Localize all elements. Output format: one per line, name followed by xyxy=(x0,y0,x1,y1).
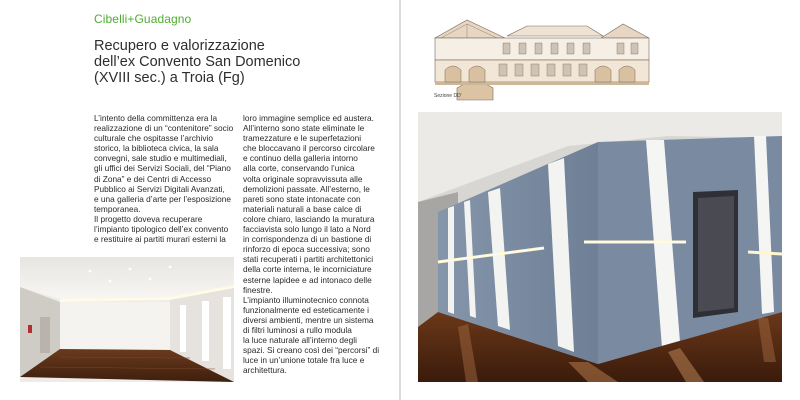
title-line: dell’ex Convento San Domenico xyxy=(94,54,301,70)
text-line: temporanea. xyxy=(94,203,141,214)
text-column-2 xyxy=(243,113,395,375)
text-line: volta originale sopravvissuta alle xyxy=(243,173,363,184)
text-line: alla corte, conservando l’unica xyxy=(243,163,355,174)
text-line: stati recuperati i partiti architettonici xyxy=(243,254,374,265)
text-line: l’impianto tipologico dell’ex convento xyxy=(94,224,229,235)
text-line: convegni, sale studio e multimediali, xyxy=(94,153,227,164)
text-line: diversi ambienti, mentre un sistema xyxy=(243,314,374,325)
gallery-room-photo xyxy=(20,257,234,382)
text-line: di Zona” e dei Centri di Accesso xyxy=(94,173,212,184)
title-line: (XVIII sec.) a Troia (Fg) xyxy=(94,70,245,86)
text-line: luce in un’unione totale fra luce e xyxy=(243,355,365,366)
text-line: che bloccavano il percorso circolare xyxy=(243,143,375,154)
corridor-photo xyxy=(418,112,782,382)
text-line: finestre. xyxy=(243,284,273,295)
text-line: pareti sono state intonacate con xyxy=(243,193,361,204)
text-line: gli uffici dei Servizi Sociali, del “Piano xyxy=(94,163,231,174)
text-line: in corrispondenza di un bastione di xyxy=(243,234,372,245)
text-line: colore chiaro, lasciando la muratura xyxy=(243,213,375,224)
text-column-1 xyxy=(94,113,244,244)
text-line: demolizioni passate. All’esterno, le xyxy=(243,183,370,194)
text-line: rinforzo di epoca successiva; sono xyxy=(243,244,370,255)
text-line: funzionalmente ed esteticamente i xyxy=(243,304,369,315)
text-line: facciavista solo lungo il lato a Nord xyxy=(243,224,371,235)
author-name: Cibelli+Guadagno xyxy=(94,12,192,26)
text-line: Pubblico ai Servizi Digitali Avanzati, xyxy=(94,183,225,194)
drawing-caption: Sezione DD' xyxy=(434,93,462,99)
text-line: della corte interna, le incorniciature xyxy=(243,264,372,275)
article-title xyxy=(94,38,324,86)
text-line: loro immagine semplice ed austera. xyxy=(243,113,374,123)
text-line: e continuo della galleria intorno xyxy=(243,153,358,164)
section-drawing xyxy=(427,14,657,102)
text-line: All’interno sono state eliminate le xyxy=(243,123,365,134)
text-line: spazi. Si creano così dei “percorsi” di xyxy=(243,345,380,356)
text-line: L’impianto illuminotecnico connota xyxy=(243,294,369,305)
title-line: Recupero e valorizzazione xyxy=(94,38,265,54)
text-line: Il progetto doveva recuperare xyxy=(94,213,203,224)
text-line: la luce naturale all’interno degli xyxy=(243,335,357,346)
text-line: storico, la biblioteca civica, la sala xyxy=(94,143,219,154)
text-line: materiali naturali a base calce di xyxy=(243,203,362,214)
text-line: e una galleria d’arte per l’esposizione xyxy=(94,193,231,204)
text-line: realizzazione di un “contenitore” socio xyxy=(94,123,234,134)
text-line: esterne lapidee e ad intonaco delle xyxy=(243,274,372,285)
text-line: e restituire ai partiti murari esterni la xyxy=(94,234,226,245)
text-line: architettura. xyxy=(243,365,287,376)
page-gutter xyxy=(399,0,401,400)
text-line: culturale che ospitasse l’archivio xyxy=(94,133,213,144)
text-line: L’intento della committenza era la xyxy=(94,113,218,123)
text-line: tramezzature e le superfetazioni xyxy=(243,133,362,144)
text-line: di filtri luminosi a rullo modula xyxy=(243,324,352,335)
